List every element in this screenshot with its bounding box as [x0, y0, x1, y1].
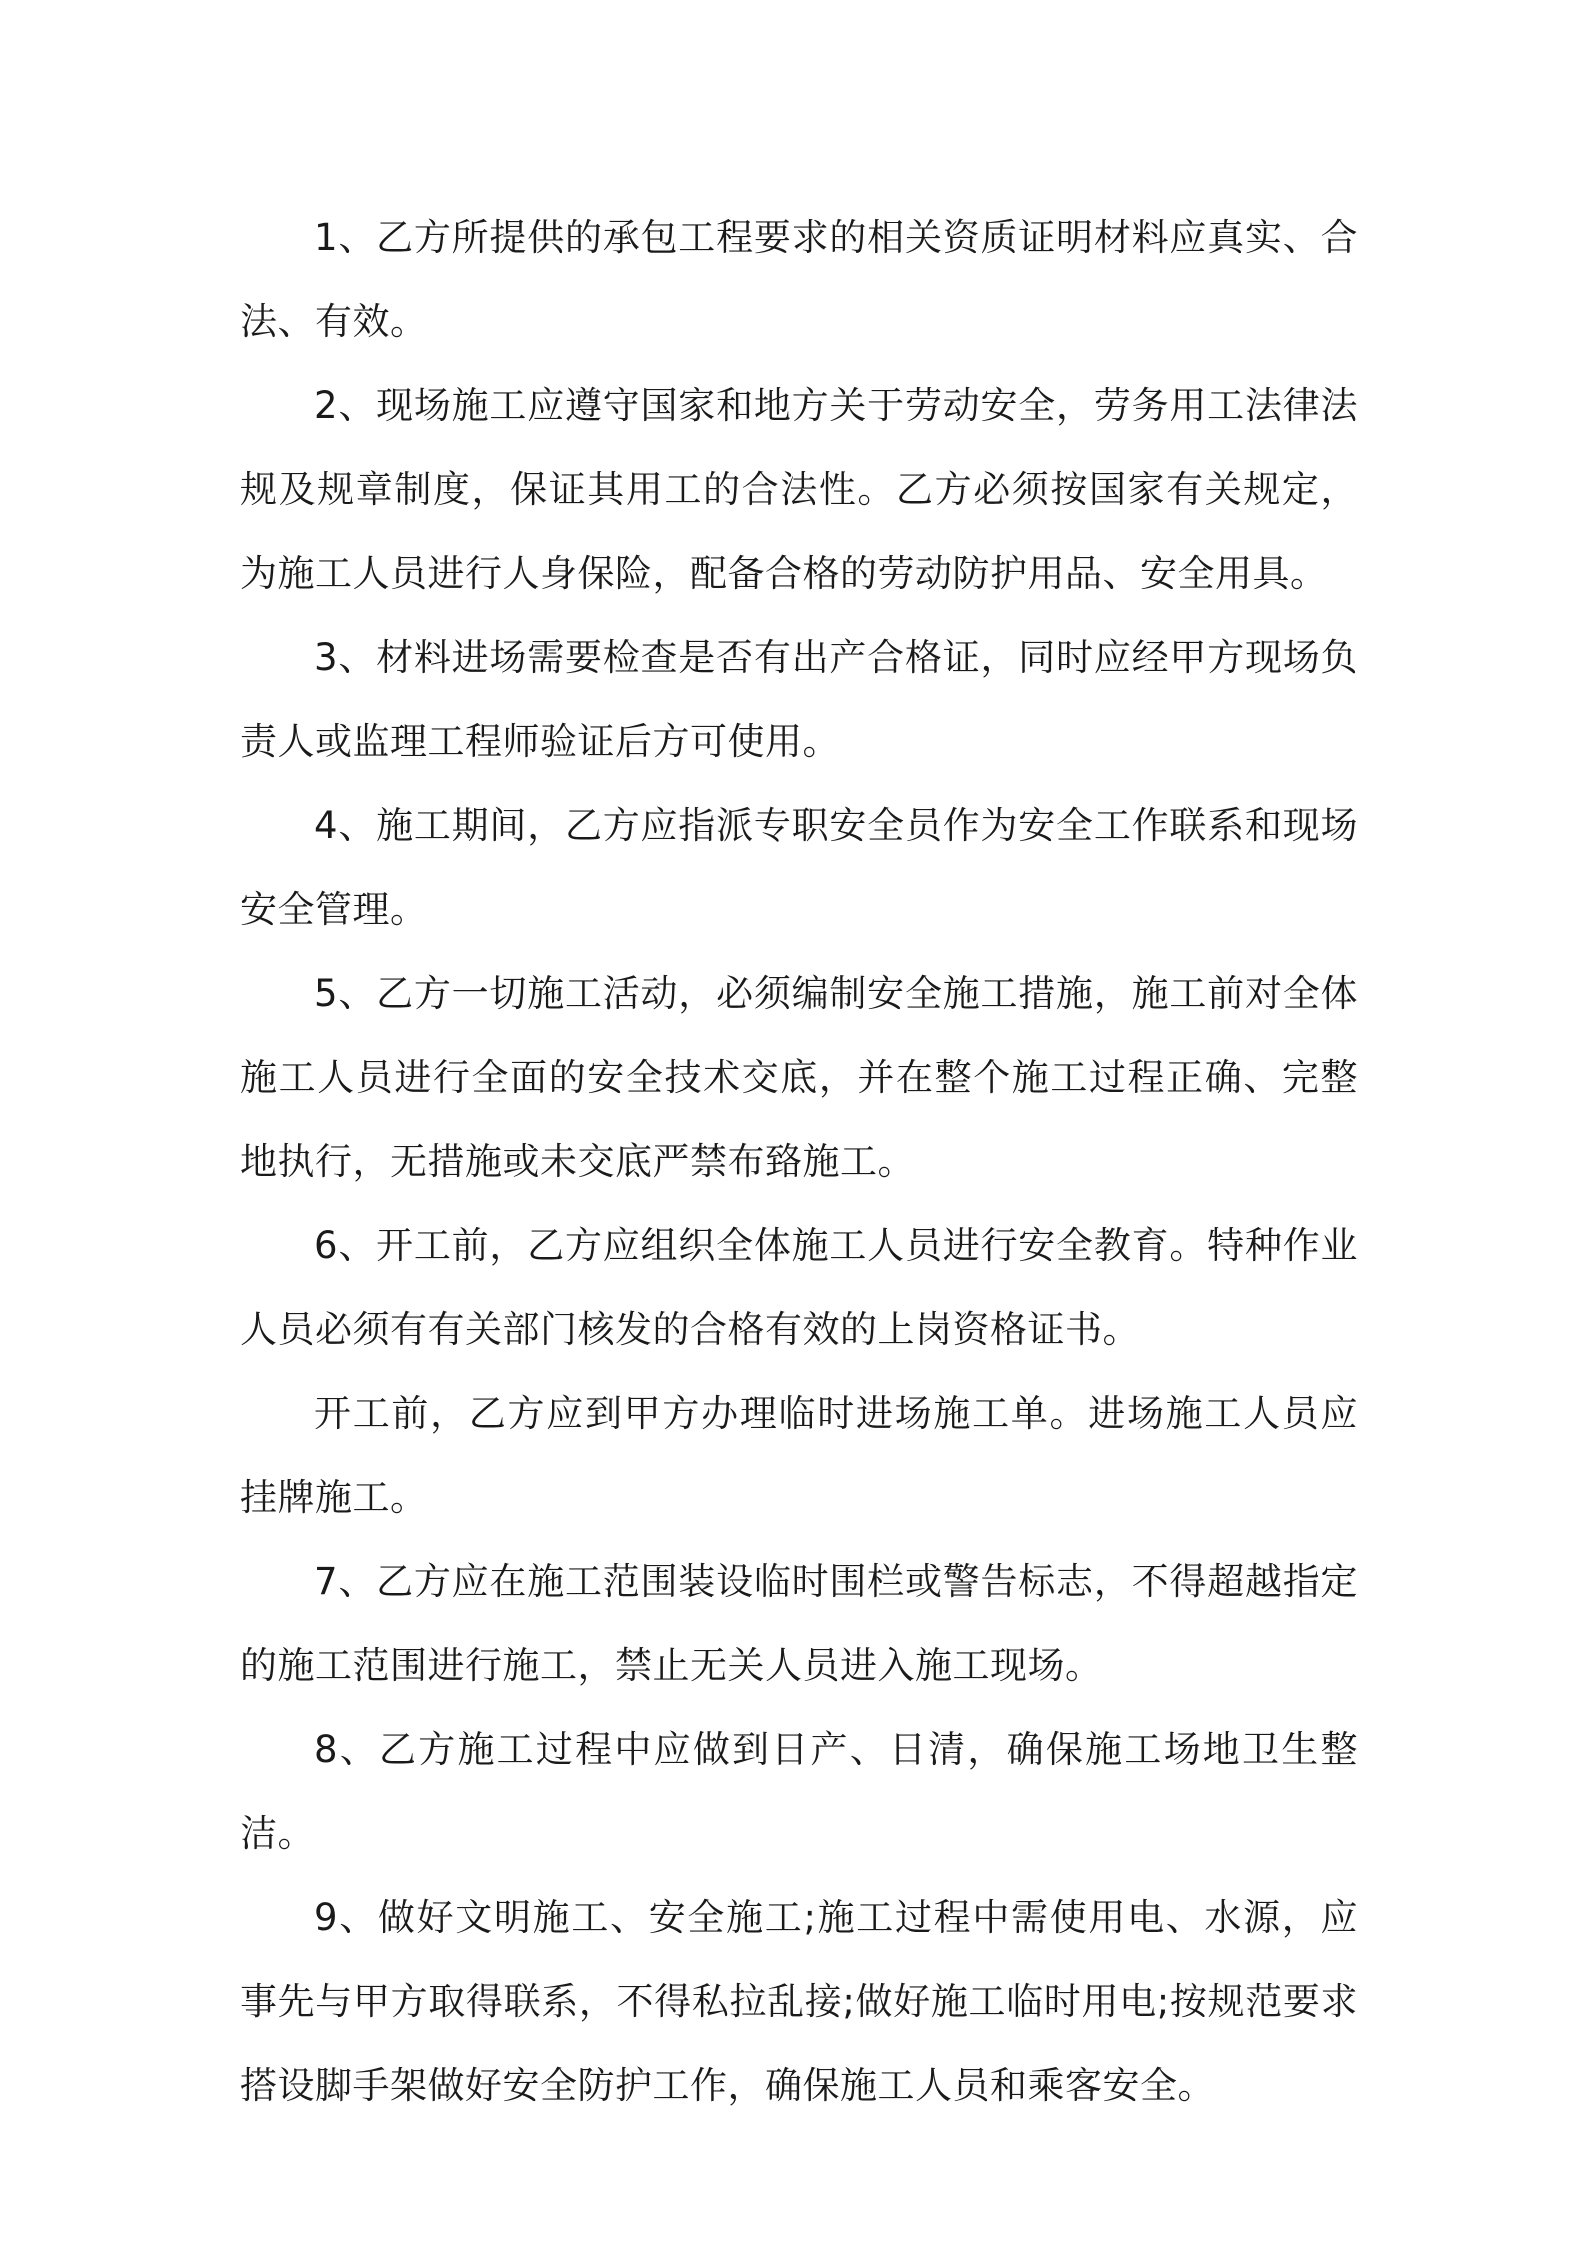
paragraph-5: 5、乙方一切施工活动，必须编制安全施工措施，施工前对全体施工人员进行全面的安全技术交底，并在整个施工过程正确、完整地执行，无措施或未交底严禁布臵施工。: [240, 972, 1358, 1183]
paragraph-4: 4、施工期间，乙方应指派专职安全员作为安全工作联系和现场安全管理。: [240, 804, 1358, 931]
document-body: [240, 196, 1358, 2128]
paragraph-3: 3、材料进场需要检查是否有出产合格证，同时应经甲方现场负责人或监理工程师验证后方可使用。: [240, 636, 1358, 763]
paragraph-9: 9、做好文明施工、安全施工;施工过程中需使用电、水源，应事先与甲方取得联系，不得私拉乱接;做好施工临时用电;按规范要求搭设脚手架做好安全防护工作，确保施工人员和乘客安全。: [240, 1896, 1358, 2107]
paragraph-1: 1、乙方所提供的承包工程要求的相关资质证明材料应真实、合法、有效。: [240, 216, 1358, 343]
paragraph-2: 2、现场施工应遵守国家和地方关于劳动安全，劳务用工法律法规及规章制度，保证其用工的合法性。乙方必须按国家有关规定，为施工人员进行人身保险，配备合格的劳动防护用品、安全用具。: [240, 384, 1358, 595]
paragraph-6: 6、开工前，乙方应组织全体施工人员进行安全教育。特种作业人员必须有有关部门核发的合格有效的上岗资格证书。: [240, 1224, 1358, 1351]
paragraph-8: 8、乙方施工过程中应做到日产、日清，确保施工场地卫生整洁。: [240, 1728, 1358, 1855]
paragraph-6-sub: 开工前，乙方应到甲方办理临时进场施工单。进场施工人员应挂牌施工。: [240, 1392, 1358, 1519]
paragraph-7: 7、乙方应在施工范围装设临时围栏或警告标志，不得超越指定的施工范围进行施工，禁止无关人员进入施工现场。: [240, 1560, 1358, 1687]
